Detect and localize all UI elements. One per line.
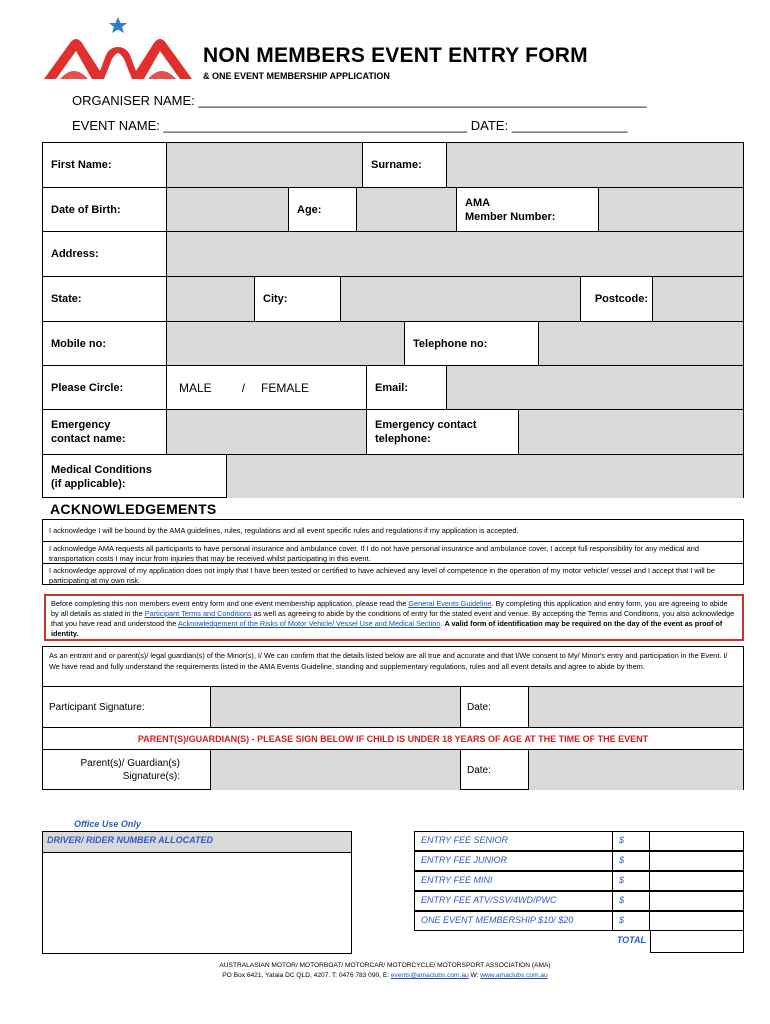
emergency-tel-label-line1: Emergency contact xyxy=(375,419,477,431)
event-name-date-line[interactable]: EVENT NAME: __________________________________________ DATE: ________________ xyxy=(72,118,628,133)
acknowledgement-item: I acknowledge I will be bound by the AMA guidelines, rules, regulations and all event specific rules and regulations if my application is accepted. xyxy=(43,520,743,542)
fee-currency: $ xyxy=(612,891,650,911)
gender-separator: / xyxy=(241,380,246,395)
emergency-name-label xyxy=(43,410,167,455)
participant-date-field[interactable] xyxy=(529,687,743,728)
fee-label: ENTRY FEE JUNIOR xyxy=(414,851,612,871)
first-name-label: First Name: xyxy=(43,143,167,188)
fee-amount-field[interactable] xyxy=(650,891,744,911)
state-label: State: xyxy=(43,277,167,322)
terms-notice xyxy=(44,594,744,641)
telephone-label: Telephone no: xyxy=(405,322,539,366)
emergency-name-label-line1: Emergency xyxy=(51,419,111,431)
email-label: Email: xyxy=(367,366,447,410)
fee-amount-field[interactable] xyxy=(650,851,744,871)
driver-number-box xyxy=(42,831,352,954)
logo-star-icon xyxy=(109,17,127,33)
fee-currency: $ xyxy=(612,871,650,891)
dob-field[interactable] xyxy=(167,188,289,232)
parent-date-label: Date: xyxy=(461,750,529,790)
fee-currency: $ xyxy=(612,851,650,871)
consent-signature-table xyxy=(42,646,744,790)
fee-row xyxy=(414,831,744,851)
fee-amount-field[interactable] xyxy=(650,911,744,931)
ama-member-label-line1: AMA xyxy=(465,196,491,209)
form-title: NON MEMBERS EVENT ENTRY FORM xyxy=(203,44,588,67)
participant-terms-link[interactable]: Participant Terms and Conditions xyxy=(144,609,252,618)
emergency-name-field[interactable] xyxy=(167,410,367,455)
state-field[interactable] xyxy=(167,277,255,322)
notice-text: Before completing this non members event entry form and one event membership application, please read the xyxy=(51,599,409,608)
dob-label: Date of Birth: xyxy=(43,188,167,232)
parent-date-field[interactable] xyxy=(529,750,743,790)
office-use-label: Office Use Only xyxy=(74,819,141,829)
gender-options xyxy=(167,366,367,410)
footer-contact xyxy=(0,972,770,979)
parent-guardian-warning: PARENT(S)/GUARDIAN(S) - PLEASE SIGN BELOW IF CHILD IS UNDER 18 YEARS OF AGE AT THE TIME OF THE EVENT xyxy=(43,728,743,750)
ama-member-label-line2: Member Number: xyxy=(465,210,556,223)
age-field[interactable] xyxy=(357,188,457,232)
participant-signature-label: Participant Signature: xyxy=(43,687,211,728)
emergency-name-label-line2: contact name: xyxy=(51,433,126,445)
driver-number-field[interactable] xyxy=(43,853,351,953)
ama-logo xyxy=(40,15,195,85)
email-field[interactable] xyxy=(447,366,743,410)
first-name-field[interactable] xyxy=(167,143,363,188)
emergency-tel-label xyxy=(367,410,519,455)
fee-label: ENTRY FEE MINI xyxy=(414,871,612,891)
fee-label: ENTRY FEE ATV/SSV/4WD/PWC xyxy=(414,891,612,911)
participant-signature-field[interactable] xyxy=(211,687,461,728)
emergency-tel-label-line2: telephone: xyxy=(375,433,431,445)
entry-fee-table xyxy=(414,831,744,953)
notice-text: . By completing this application and entry form, you are agreeing to abide by all details as stated in the xyxy=(51,599,728,618)
parent-signature-field[interactable] xyxy=(211,750,461,790)
medical-field[interactable] xyxy=(227,455,743,498)
footer-organisation: AUSTRALASIAN MOTOR/ MOTORBOAT/ MOTORCAR/ MOTORCYCLE/ MOTORSPORT ASSOCIATION (AMA) xyxy=(219,962,551,969)
footer-website-link[interactable]: www.amaclubs.com.au xyxy=(480,972,548,979)
fee-label: ONE EVENT MEMBERSHIP $10/ $20 xyxy=(414,911,612,931)
city-field[interactable] xyxy=(341,277,581,322)
footer-web-label: W: xyxy=(468,972,481,979)
gender-female-option[interactable]: FEMALE xyxy=(261,380,310,395)
fee-currency: $ xyxy=(612,831,650,851)
total-amount-field[interactable] xyxy=(650,931,744,953)
please-circle-label: Please Circle: xyxy=(43,366,167,410)
parent-signature-label-line1: Parent(s)/ Guardian(s) xyxy=(80,758,180,769)
ama-member-label xyxy=(457,188,599,232)
medical-label-line2: (if applicable): xyxy=(51,477,126,490)
age-label: Age: xyxy=(289,188,357,232)
fee-row xyxy=(414,871,744,891)
acknowledgements-list xyxy=(42,519,744,585)
driver-number-heading: DRIVER/ RIDER NUMBER ALLOCATED xyxy=(43,832,351,853)
acknowledgement-item: I acknowledge approval of my application does not imply that I have been tested or certified to have achieved any level of competence in the operation of my motor vehicle/ vessel and I accept that I will be participating at my own risk. xyxy=(49,566,715,585)
identification-notice: A valid form of identification may be required on the day of the event as proof of identity. xyxy=(51,619,723,638)
address-label: Address: xyxy=(43,232,167,277)
footer-email-link[interactable]: events@amaclubs.com.au xyxy=(390,972,469,979)
postcode-label: Postcode: xyxy=(581,277,653,322)
postcode-field[interactable] xyxy=(653,277,743,322)
surname-label: Surname: xyxy=(363,143,447,188)
risks-acknowledgement-link[interactable]: Acknowledgement of the Risks of Motor Vehicle/ Vessel Use and Medical Section xyxy=(177,619,441,628)
entrant-details-table xyxy=(42,142,744,498)
fee-currency: $ xyxy=(612,911,650,931)
parent-signature-label-line2: Signature(s): xyxy=(122,771,180,782)
notice-text: . xyxy=(440,619,445,628)
acknowledgement-item: I acknowledge AMA requests all participants to have personal insurance and ambulance cover. If I do not have personal insurance and ambulance cover, I accept full responsibility for any medical and transportation costs I may incur from injuries that may be received whilst participating in this event. xyxy=(43,542,743,564)
organiser-name-line[interactable]: ORGANISER NAME: ______________________________________________________________ xyxy=(72,93,647,108)
general-events-guideline-link[interactable]: General Events Guideline xyxy=(408,599,492,608)
emergency-tel-field[interactable] xyxy=(519,410,743,455)
medical-label xyxy=(43,455,227,498)
fee-amount-field[interactable] xyxy=(650,871,744,891)
ama-member-number-field[interactable] xyxy=(599,188,743,232)
fee-row xyxy=(414,851,744,871)
fee-label: ENTRY FEE SENIOR xyxy=(414,831,612,851)
gender-male-option[interactable]: MALE xyxy=(179,380,212,395)
mobile-label: Mobile no: xyxy=(43,322,167,366)
mobile-field[interactable] xyxy=(167,322,405,366)
fee-amount-field[interactable] xyxy=(650,831,744,851)
parent-signature-label xyxy=(43,750,211,790)
consent-statement: As an entrant and or parent(s)/ legal guardian(s) of the Minor(s), I/ We can confirm that the details listed below are all true and accurate and that I/We consent to My/ Minor's entry and participation in the Event. I/ We have read and fully understand the requirements listed in the AMA Events Guideline, standing and supplementary regulations, rules and all event details and agree to abide by them. xyxy=(43,647,743,687)
fee-row xyxy=(414,891,744,911)
participant-date-label: Date: xyxy=(461,687,529,728)
surname-field[interactable] xyxy=(447,143,743,188)
total-label: TOTAL xyxy=(616,935,646,945)
notice-text: as well as agreeing to abide by the conditions of entry for the stated event and venue. By accepting the Terms and Conditions, you also acknowledge that you have read and understood the xyxy=(51,609,735,628)
city-label: City: xyxy=(255,277,341,322)
form-subtitle: & ONE EVENT MEMBERSHIP APPLICATION xyxy=(203,71,390,81)
medical-label-line1: Medical Conditions xyxy=(51,463,152,476)
footer-address: PO Box 6421, Yatala DC QLD, 4207. T: 0476 783 090, E: xyxy=(222,972,391,979)
fee-row xyxy=(414,911,744,931)
address-field[interactable] xyxy=(167,232,743,277)
acknowledgements-heading: ACKNOWLEDGEMENTS xyxy=(50,501,217,517)
telephone-field[interactable] xyxy=(539,322,743,366)
